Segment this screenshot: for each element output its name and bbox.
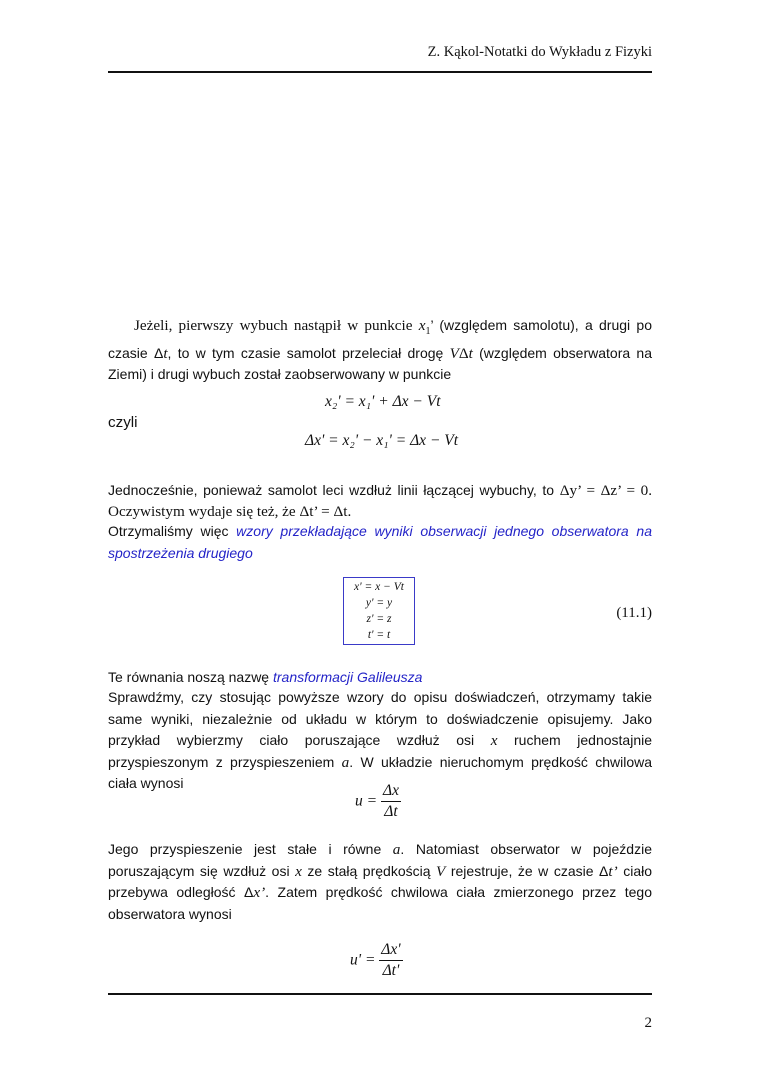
text: Te równania noszą nazwę: [108, 669, 273, 685]
paragraph-galilean-name: [108, 667, 652, 689]
footer-rule: [108, 993, 652, 995]
sub-1: 1: [425, 326, 431, 338]
numerator: Δx: [381, 782, 401, 802]
text: Jednocześnie, ponieważ samolot leci wzdłuż linii łączącej wybuchy, to: [108, 482, 560, 498]
transform-line-z: z' = z: [366, 613, 392, 625]
paragraph-first-explosion: [108, 315, 652, 386]
text: ciało przebywa odległość Δ: [108, 862, 652, 900]
text: . Natomiast obserwator w pojeździe poruszającym się wzdłuż osi: [108, 841, 652, 879]
eq-lhs: u =: [355, 792, 378, 810]
running-header: Z. Kąkol-Notatki do Wykładu z Fizyki: [427, 44, 652, 60]
fraction: [379, 941, 402, 980]
denominator: Δt': [382, 962, 400, 979]
transform-line-y: y' = y: [365, 597, 393, 609]
equation-x2-prime: x₂' = x₁' + Δx − Vt: [325, 393, 441, 410]
equation-velocity: [355, 782, 401, 821]
var-t: t: [163, 344, 168, 362]
equation-delta-x-prime: Δx' = x₂' − x₁' = Δx − Vt: [305, 432, 459, 449]
link-transform-formulas[interactable]: wzory przekładające wyniki obserwacji jednego obserwatora na spostrzeżenia drugiego: [108, 523, 652, 561]
var-t-prime: t’: [608, 862, 618, 880]
paragraph-moving-observer: [108, 839, 652, 925]
equation-number: (11.1): [616, 605, 652, 621]
text: rejestruje, że w czasie Δ: [445, 862, 609, 879]
var-v: V: [449, 344, 459, 362]
text: . W układzie nieruchomym prędkość chwilowa ciała wynosi: [108, 753, 653, 791]
text: Jego przyspieszenie jest stałe i równe: [108, 841, 393, 857]
text: ruchem jednostajnie przyspieszonym z przyspieszeniem: [108, 732, 652, 770]
text: . Zatem prędkość chwilowa ciała zmierzonego przez tego obserwatora wynosi: [108, 884, 653, 922]
var-a: a: [341, 753, 350, 771]
numerator: Δx': [379, 941, 402, 961]
equation-velocity-prime: [350, 941, 403, 980]
text: ’ (względem samolotu), a drugi po czasie Δ: [108, 317, 652, 361]
paragraph-formulas-intro: [108, 521, 652, 564]
text: Jeżeli, pierwszy wybuch nastąpił w punkcie: [134, 317, 419, 334]
var-v: V: [436, 862, 446, 880]
transform-line-t: t' = t: [367, 629, 391, 641]
text: (względem obserwatora na Ziemi) i drugi wybuch został zaobserwowany w punkcie: [108, 344, 652, 383]
delta: Δ: [458, 344, 469, 362]
var-x: x: [490, 732, 498, 749]
var-x: x: [295, 862, 302, 880]
transform-line-x: x' = x − Vt: [354, 581, 404, 593]
text: Sprawdźmy, czy stosując powyższe wzory do opisu doświadczeń, otrzymamy takie same wyniki, niezależnie od układu w którym to doświadczenie opisujemy. Jako przykład wybierzmy ciało poruszające wzdłuż osi: [108, 689, 652, 748]
text: Otrzymaliśmy więc: [108, 523, 237, 539]
paragraph-simultaneous: [108, 480, 652, 522]
text: ze stałą prędkością: [301, 862, 437, 879]
header-rule: [108, 71, 652, 73]
czyli-label: czyli: [108, 414, 138, 431]
eq-lhs: u' =: [350, 951, 376, 969]
denominator: Δt: [384, 803, 398, 820]
galilean-transform-box: [343, 577, 415, 645]
text: , to w tym czasie samolot przeleciał drogę: [167, 344, 450, 361]
paragraph-example: [108, 687, 652, 795]
page-number: 2: [644, 1015, 652, 1031]
var-x1: x: [418, 317, 426, 334]
link-galilean-transformation[interactable]: transformacji Galileusza: [273, 669, 423, 685]
fraction: [381, 782, 401, 821]
text: Δy’ = Δz’ = 0. Oczywistym wydaje się też, że Δt’ = Δt.: [108, 482, 652, 520]
var-t: t: [468, 344, 473, 362]
var-x-prime: x’: [253, 884, 266, 901]
var-a: a: [392, 841, 401, 858]
